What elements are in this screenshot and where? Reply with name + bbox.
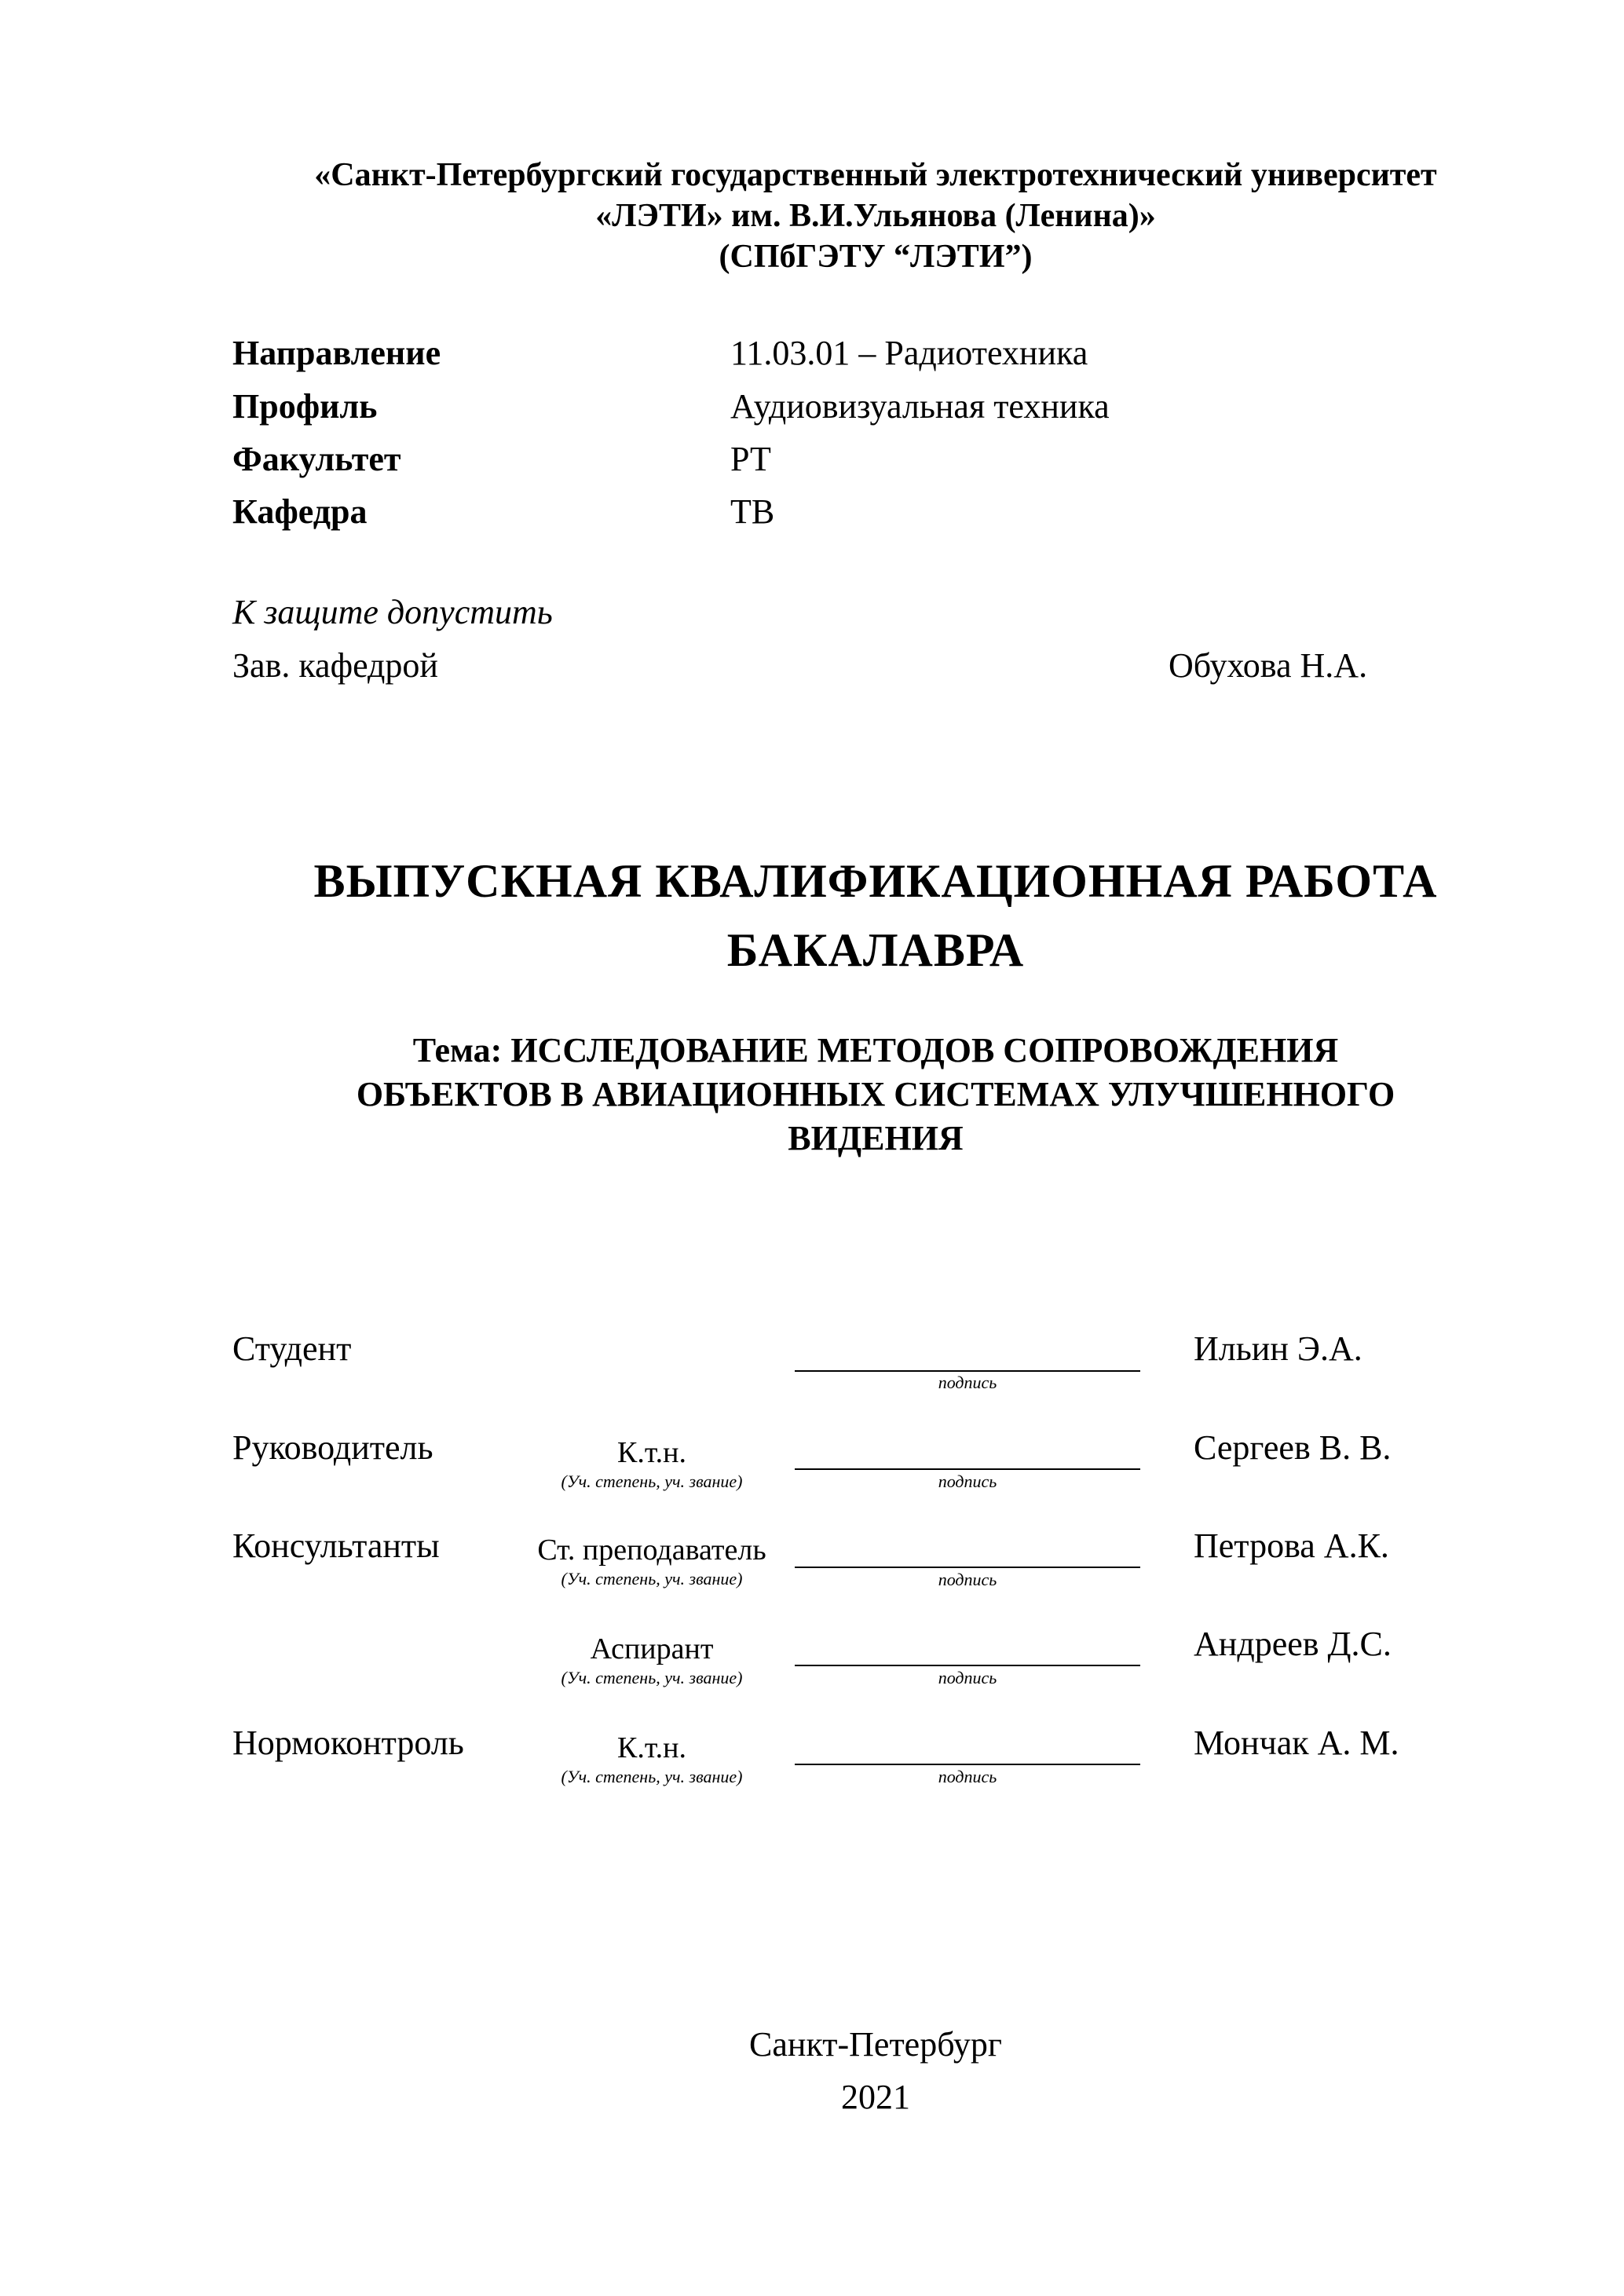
document-title-line2: БАКАЛАВРА [726,924,1025,976]
supervisor-role: Руководитель [232,1428,433,1467]
document-title-line1: ВЫПУСКНАЯ КВАЛИФИКАЦИОННАЯ РАБОТА [313,855,1438,907]
profile-value: Аудиовизуальная техника [730,387,1110,426]
approval-note: К защите допустить [232,593,553,631]
university-name-line2: «ЛЭТИ» им. В.И.Ульянова (Ленина)» [595,198,1156,234]
faculty-value: РТ [730,440,771,478]
consultant1-degree: Ст. преподаватель [537,1534,766,1567]
footer-year: 2021 [841,2078,910,2116]
university-name-line1: «Санкт-Петербургский государственный электротехнический университет [314,157,1437,193]
supervisor-degree: К.т.н. [617,1436,686,1469]
head-of-department-name: Обухова Н.А. [1169,646,1368,685]
supervisor-name: Сергеев В. В. [1194,1428,1392,1467]
department-label: Кафедра [232,492,368,531]
supervisor-signature-caption: подпись [938,1472,997,1491]
topic-line3: ВИДЕНИЯ [788,1119,964,1157]
department-value: ТВ [730,492,775,531]
direction-value: 11.03.01 – Радиотехника [730,334,1088,372]
normcontrol-signature-line [795,1764,1140,1765]
consultant1-degree-caption: (Уч. степень, уч. звание) [561,1569,743,1589]
student-name: Ильин Э.А. [1194,1329,1362,1368]
normcontrol-degree-caption: (Уч. степень, уч. звание) [561,1767,743,1786]
normcontrol-degree: К.т.н. [617,1731,686,1764]
consultants-role: Консультанты [232,1526,440,1565]
student-signature-caption: подпись [938,1373,997,1392]
consultant1-signature-caption: подпись [938,1570,997,1589]
consultant2-degree: Аспирант [590,1632,714,1665]
footer-city: Санкт-Петербург [749,2025,1002,2064]
direction-label: Направление [232,334,441,372]
topic-line1: Тема: ИССЛЕДОВАНИЕ МЕТОДОВ СОПРОВОЖДЕНИЯ [412,1031,1339,1069]
consultant2-signature-caption: подпись [938,1668,997,1687]
profile-label: Профиль [232,387,378,426]
head-of-department-role: Зав. кафедрой [232,646,438,685]
supervisor-signature-line [795,1468,1140,1470]
consultant1-signature-line [795,1567,1140,1568]
university-abbreviation: (СПбГЭТУ “ЛЭТИ”) [719,239,1033,275]
supervisor-degree-caption: (Уч. степень, уч. звание) [561,1472,743,1491]
faculty-label: Факультет [232,440,401,478]
consultant2-name: Андреев Д.С. [1194,1625,1392,1663]
normcontrol-role: Нормоконтроль [232,1724,464,1762]
student-signature-line [795,1370,1140,1372]
consultant1-name: Петрова А.К. [1194,1526,1389,1565]
consultant2-signature-line [795,1665,1140,1666]
consultant2-degree-caption: (Уч. степень, уч. звание) [561,1668,743,1687]
student-role: Студент [232,1329,352,1368]
normcontrol-name: Мончак А. М. [1194,1724,1399,1762]
topic-line2: ОБЪЕКТОВ В АВИАЦИОННЫХ СИСТЕМАХ УЛУЧШЕННОГО [356,1075,1395,1113]
normcontrol-signature-caption: подпись [938,1767,997,1786]
